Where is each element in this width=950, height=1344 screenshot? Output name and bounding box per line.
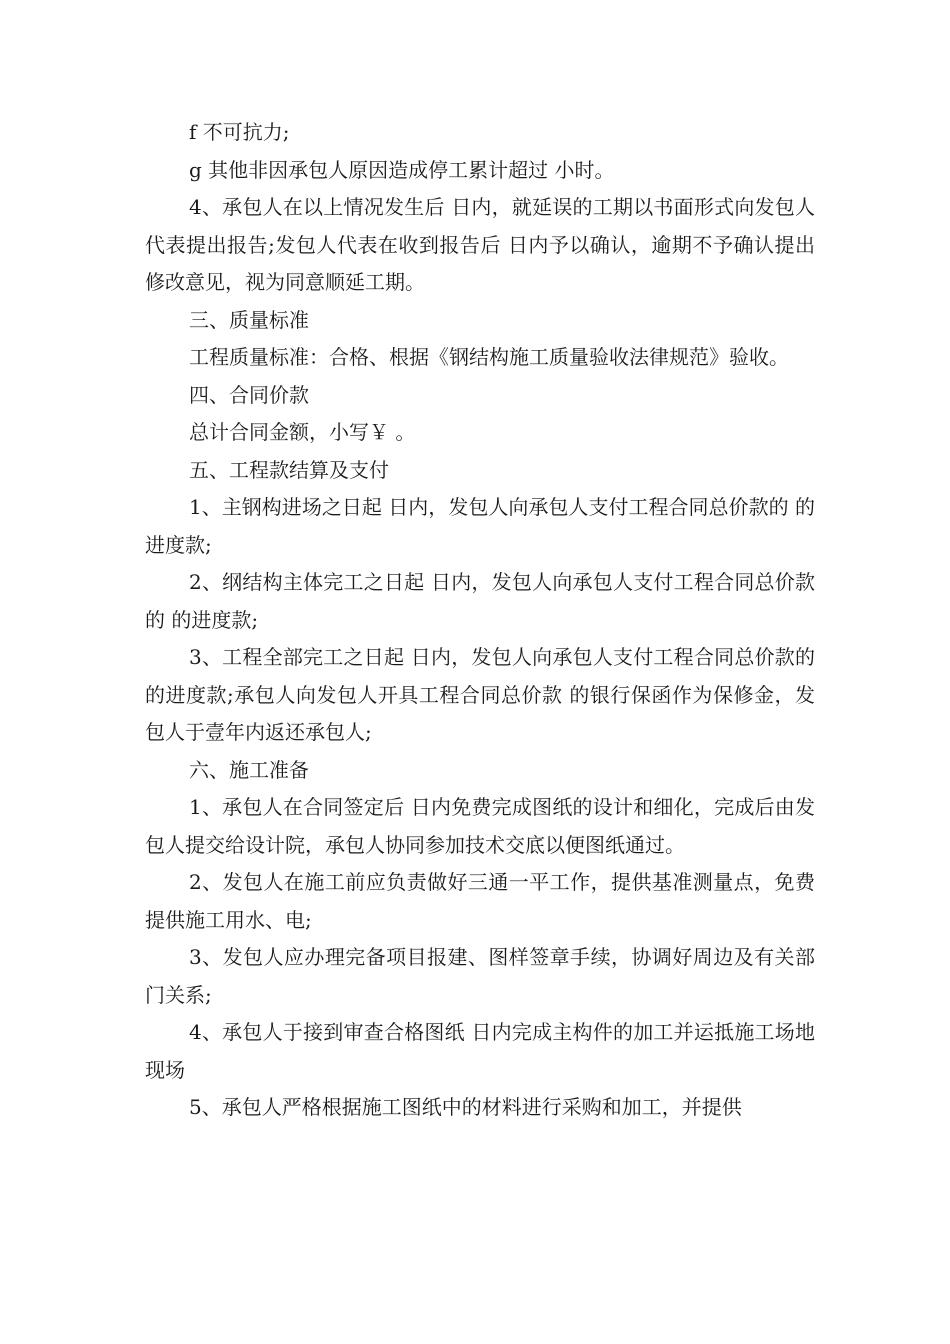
section-heading: 四、合同价款 — [189, 382, 309, 407]
paragraph: 4、承包人于接到审查合格图纸 日内完成主构件的加工并运抵施工场地现场 — [145, 1020, 815, 1082]
paragraph: 2、纲结构主体完工之日起 日内，发包人向承包人支付工程合同总价款的 的进度款; — [145, 570, 815, 632]
paragraph: 1、主钢构进场之日起 日内，发包人向承包人支付工程合同总价款的 的进度款; — [145, 495, 815, 557]
paragraph: 4、承包人在以上情况发生后 日内，就延误的工期以书面形式向发包人代表提出报告;发包人代表在收到报告后 日内予以确认，逾期不予确认提出修改意见，视为同意顺延工期。 — [145, 195, 815, 294]
paragraph: g 其他非因承包人原因造成停工累计超过 小时。 — [189, 157, 615, 182]
document-body — [145, 114, 815, 1127]
section-heading: 五、工程款结算及支付 — [189, 457, 389, 482]
paragraph: 3、工程全部完工之日起 日内，发包人向承包人支付工程合同总价款的 的进度款;承包人向发包人开具工程合同总价款 的银行保函作为保修金，发包人于壹年内返还承包人; — [145, 645, 815, 744]
paragraph: 5、承包人严格根据施工图纸中的材料进行采购和加工，并提供 — [189, 1095, 742, 1119]
paragraph: 1、承包人在合同签定后 日内免费完成图纸的设计和细化，完成后由发包人提交给设计院，承包人协同参加技术交底以便图纸通过。 — [145, 795, 815, 857]
section-heading: 六、施工准备 — [189, 757, 309, 782]
paragraph: 3、发包人应办理完备项目报建、图样签章手续，协调好周边及有关部门关系; — [145, 945, 815, 1007]
paragraph: 工程质量标准：合格、根据《钢结构施工质量验收法律规范》验收。 — [189, 345, 789, 369]
section-heading: 三、质量标准 — [189, 307, 309, 332]
paragraph: f 不可抗力; — [189, 120, 290, 144]
paragraph: 总计合同金额，小写￥ 。 — [189, 420, 416, 444]
paragraph: 2、发包人在施工前应负责做好三通一平工作，提供基准测量点，免费提供施工用水、电; — [145, 870, 815, 932]
